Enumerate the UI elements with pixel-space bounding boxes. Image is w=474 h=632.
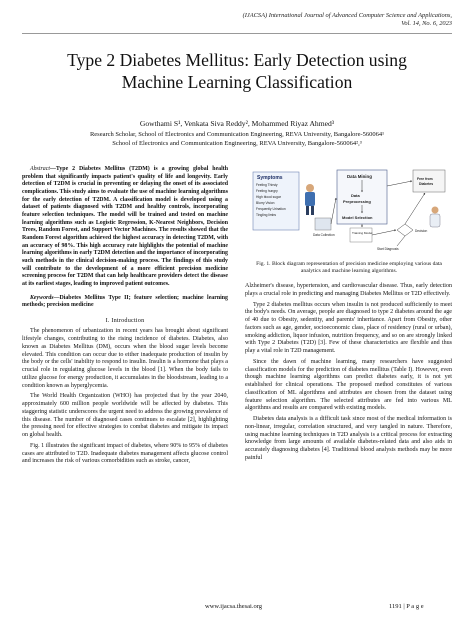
right-paragraph-4: Diabetes data analysis is a difficult task since most of the medical information is non-linear, irregular, correlation structured, and very tangled in nature. Therefore, using machine learning techniques in T2D analysis is a critical process for extracting knowledge from large amounts of available diabetes-related data and also aids in accurately diagnosing diabetes [4]. Traditional blood analysis methods may be more painful — [245, 416, 452, 461]
paper-title-line2: Machine Learning Classification — [121, 72, 353, 92]
diagram-svg — [245, 166, 452, 256]
figure-1-block-diagram — [245, 166, 452, 256]
keywords-text: —Diabetes Mellitus Type II; feature selection; machine learning methods; precision medicine — [22, 294, 228, 309]
left-column — [22, 166, 228, 469]
affiliation-1: Research Scholar, School of Electronics and Communication Engineering, REVA University, Bangalore-560064¹ — [89, 131, 385, 138]
right-paragraph-3: Since the dawn of machine learning, many researchers have suggested classification models for the prediction of diabetes mellitus (Table I). However, even though machine learning algorithms can predict diabetes early, it is not yet established for clinical operations. The proposed method constitutes of various classification of ML algorithms and attributes are chosen from the dataset using feature selection algorithm. The selected attributes are fed into various ML algorithms and results are compared with existing models. — [245, 358, 452, 412]
symptom-item-3: High blood sugar — [256, 195, 281, 199]
start-diagnosis-label: Start Diagnosis — [377, 247, 399, 251]
decision-label: Decision — [415, 229, 428, 233]
symptom-item-6: Tingling limbs — [256, 213, 277, 217]
journal-header-line1: (IJACSA) International Journal of Advanced Computer Science and Applications, — [242, 12, 452, 19]
paper-title — [20, 49, 454, 93]
right-paragraph-2: Type 2 diabetes mellitus occurs when insulin is not produced sufficiently to meet the body's needs. On average, people are diagnosed to type 2 diabetes around the age of 40 due to Obesity, sedentity, and parents' inheritance. Apart from Obesity, other factors such as age, gender, socioeconomic class, place of residency (rural or urban), smoking addiction, liquor infusion, nutrition frequency, and so on are strongly linked with Type 2 Diabetes (T2D) [3]. Few of these characteristics are flexible and thus play a vital role in T2D management. — [245, 301, 452, 354]
data-preprocessing-label-2: Preprocessing — [343, 199, 371, 204]
data-preprocessing-label-1: Data — [351, 193, 360, 198]
free-from-diabetes-box — [413, 170, 445, 192]
header-rule — [22, 33, 452, 34]
journal-header-line2: Vol. 14, No. 6, 2023 — [401, 20, 452, 28]
data-mining-label: Data Mining — [347, 174, 372, 179]
free-from-diabetes-label-1: Free from — [417, 177, 433, 181]
section-heading-introduction: I. Introduction — [105, 316, 145, 324]
symptom-item-2: Feeling hungry — [256, 189, 278, 193]
right-column — [245, 283, 452, 466]
data-collection-icon — [315, 218, 331, 230]
intro-paragraph-1: The phenomenon of urbanization in recent years has brought about significant lifestyle changes, contributing to the rising incidence of diabetes. Diabetes, also known as Diabetes Mellitus (DM), occurs when the blood sugar levels become elevated. This condition can occur due to either inadequate production of insulin by the body or the cells' inability to respond to insulin. Insulin is a hormone that plays a crucial role in regulating glucose levels in the blood [1]. When the body fails to utilize glucose for energy production, it accumulates in the bloodstream, leading to a condition known as hyperglycemia. — [22, 328, 228, 389]
decision-diamond — [397, 224, 413, 236]
keywords-label: Keywords — [30, 294, 54, 301]
abstract — [22, 166, 228, 289]
model-selection-label: Model Selection — [342, 215, 373, 220]
abstract-label: Abstract — [30, 166, 50, 172]
affiliation-2: School of Electronics and Communication Engineering, REVA University, Bangalore-560064²,³ — [112, 140, 362, 147]
symptom-item-5: Frequently Urination — [256, 207, 286, 211]
intro-paragraph-2: The World Health Organization (WHO) has projected that by the year 2040, approximately 600 million people worldwide will be affected by diabetes. This staggering statistic underscores the urgent need to address the growing prevalence of this disease. The number of diagnosed cases continues to escalate [2], highlighting the pressing need for effective strategies to combat diabetes and mitigate its impact on global health. — [22, 393, 228, 439]
journal-url: www.ijacsa.thesai.org — [205, 603, 263, 610]
training-model-label: Training Model — [352, 231, 373, 235]
intro-paragraph-3: Fig. 1 illustrates the significant impact of diabetes, where 90% to 95% of diabetes cases are attributed to T2D. Inadequate diabetes management affects glucose control and increases the risk of various comorbidities such as stroke, cancer, — [22, 442, 228, 465]
symptom-item-4: Blurry Vision — [256, 201, 275, 205]
right-paragraph-1: Alzheimer's disease, hypertension, and cardiovascular disease. Thus, early detection plays a crucial role in predicting and managing Diabetes Mellitus or T2D effectively. — [245, 283, 452, 297]
abstract-text: —Type 2 Diabetes Mellitus (T2DM) is a growing global health problem that significantly impacts patient's quality of life and longevity. Early detection of T2DM is crucial in preventing or delaying the onset of its associated complications. This study aims to evaluate the use of machine learning algorithms for the early detection of T2DM. A classification model is developed using a dataset of patients diagnosed with T2DM and healthy controls, incorporating feature selection techniques. The model will be trained and tested on machine learning algorithms such as Logistic Regression, K-Nearest Neighbors, Decision Trees, Random Forest, and Support Vector Machines. The results showed that the Random Forest algorithm achieved the highest accuracy in detecting T2DM, with an accuracy of 98%. This high accuracy rate highlights the potential of machine learning algorithms in early T2DM detection and the importance of incorporating such methods in the clinical decision-making process. The findings of this study will contribute to the development of a more efficient precision medicine screening process for T2DM that can help healthcare providers detect the disease at its earliest stages, leading to improved patient outcomes. — [22, 166, 228, 287]
page-number: 1191 | P a g e — [389, 603, 424, 610]
figure-caption: Fig. 1. Block diagram representation of precision medicine employing various data analytics and machine learning algorithms. — [256, 261, 442, 274]
symptoms-label: Symptoms — [257, 175, 283, 181]
author-list: Gowthami S¹, Venkata Siva Reddy², Mohammed Riyaz Ahmed³ — [139, 119, 335, 128]
journal-header — [112, 12, 452, 28]
patient-icon — [305, 184, 315, 215]
free-from-diabetes-label-2: Diabetes — [419, 182, 434, 186]
data-collection-label: Data Collection — [313, 233, 335, 237]
keywords — [22, 295, 228, 310]
doctor-icon — [430, 207, 440, 228]
symptom-item-1: Feeling Thirsty — [256, 183, 278, 187]
paper-title-line1: Type 2 Diabetes Mellitus: Early Detection using — [67, 50, 407, 70]
